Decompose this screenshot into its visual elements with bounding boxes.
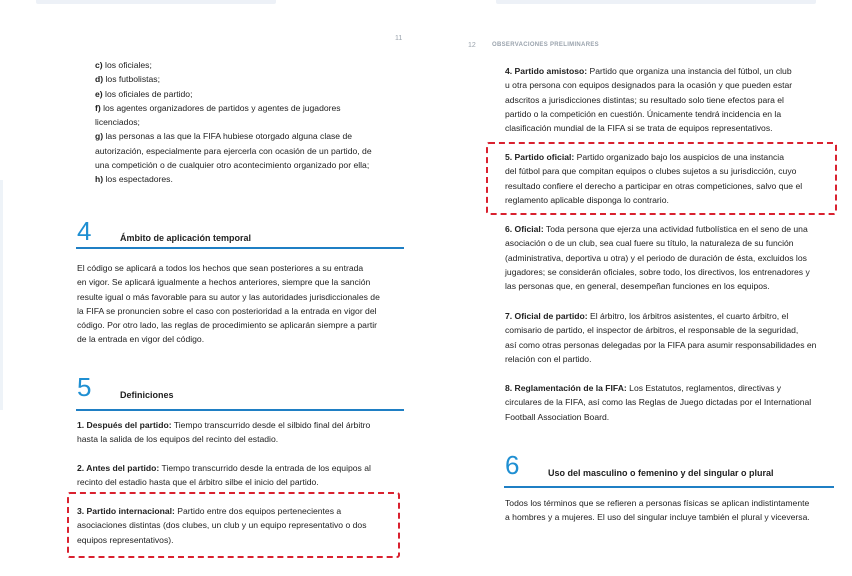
definition-5: 5. Partido oficial: Partido organizado bajo los auspicios de una instancia del fútbol para que compitan equipos o clubes sujetos a su jurisdicción, cuyo resultado confiere el derecho a participar en otras competiciones, salvo que el reglamento aplicable disponga lo contrario. <box>505 152 803 205</box>
running-head: OBSERVACIONES PRELIMINARES <box>492 42 599 48</box>
definition-3: 3. Partido internacional: Partido entre dos equipos pertenecientes a asociaciones distintas (dos clubes, un club y un equipo representativo o dos equipos representativos). <box>77 506 367 545</box>
highlight-box <box>486 142 837 215</box>
section-number: 4 <box>77 216 92 246</box>
list-item: h) los espectadores. <box>95 174 173 185</box>
cropped-header-text <box>36 0 276 4</box>
right-page <box>426 0 852 576</box>
section-body: El código se aplicará a todos los hechos que sean posteriores a su entrada en vigor. Se aplicará igualmente a hechos anteriores, siempre que la sanción resulte igual o más favorable para su autor y las autoridades jurisdiccionales de la FIFA se pronuncien sobre el caso con posterioridad a la entrada en vigor del código. Por otro lado, las reglas de procedimiento se aplicarán siempre a partir de la entrada en vigor del código. <box>77 263 380 345</box>
section-title: Uso del masculino o femenino y del singular o plural <box>548 468 774 478</box>
page-number: 11 <box>395 35 403 42</box>
page-number: 12 <box>468 42 476 49</box>
definition-2: 2. Antes del partido: Tiempo transcurrido desde la entrada de los equipos al recinto del estadio hasta que el árbitro silbe el inicio del partido. <box>77 463 371 488</box>
definition-7: 7. Oficial de partido: El árbitro, los árbitros asistentes, el cuarto árbitro, el comisario de partido, el inspector de árbitros, el responsable de la seguridad, así como otras personas delegadas por la FIFA para asumir responsabilidades en relación con el partido. <box>505 311 817 364</box>
section-rule <box>504 486 834 488</box>
list-item: f) los agentes organizadores de partidos y agentes de jugadores <box>95 102 341 113</box>
definition-4: 4. Partido amistoso: Partido que organiza una instancia del fútbol, un club u otra persona con equipos designados para la ocasión y que pueden estar adscritos a jurisdicciones distintas; su resultado solo tiene efectos para el partido o la competición en cuestión. Únicamente tendrá incidencia en la clasificación mundial de la FIFA si se trata de equipos representativos. <box>505 66 793 134</box>
definition-1: 1. Después del partido: Tiempo transcurrido desde el silbido final del árbitro hasta la salida de los equipos del recinto del estadio. <box>77 420 371 445</box>
section-number: 5 <box>77 372 92 402</box>
page-edge <box>0 180 3 410</box>
section-title: Definiciones <box>120 390 174 400</box>
list-continuation: c) los oficiales; d) los futbolistas; e) los oficiales de partido; f) los agentes organizadores de partidos y agentes de jugadores licenciados; g) las personas a las que la FIFA hubiese otorgado alguna clase de autorización, especialmente para ejercerla con ocasión de un partido, de una competición o de cualquier otro acontecimiento organizado por ella; h) los espectadores. <box>95 58 415 187</box>
list-item: e) los oficiales de partido; <box>95 88 193 99</box>
list-item: g) las personas a las que la FIFA hubiese otorgado alguna clase de <box>95 131 353 142</box>
section-rule <box>76 247 404 249</box>
cropped-header-text <box>496 0 816 4</box>
definition-8: 8. Reglamentación de la FIFA: Los Estatutos, reglamentos, directivas y circulares de la FIFA, así como las Reglas de Juego dictadas por el International Football Association Board. <box>505 383 812 422</box>
list-item: d) los futbolistas; <box>95 74 160 85</box>
highlight-box <box>67 492 400 558</box>
section-rule <box>76 409 404 411</box>
section-number: 6 <box>505 450 520 480</box>
section-body: Todos los términos que se refieren a personas físicas se aplican indistintamente a hombres y a mujeres. El uso del singular incluye también el plural y viceversa. <box>505 498 810 523</box>
section-title: Ámbito de aplicación temporal <box>120 233 252 243</box>
definition-6: 6. Oficial: Toda persona que ejerza una actividad futbolística en el seno de una asociación o de un club, sea cual fuere su título, la naturaleza de su función (administrativa, deportiva u otra) y el periodo de duración de ésta, excluidos los jugadores; se considerán oficiales, sobre todo, los directivos, los entrenadores y las personas que, en general, desempeñan funciones en los equipos. <box>505 224 810 292</box>
list-item: c) los oficiales; <box>95 60 152 70</box>
